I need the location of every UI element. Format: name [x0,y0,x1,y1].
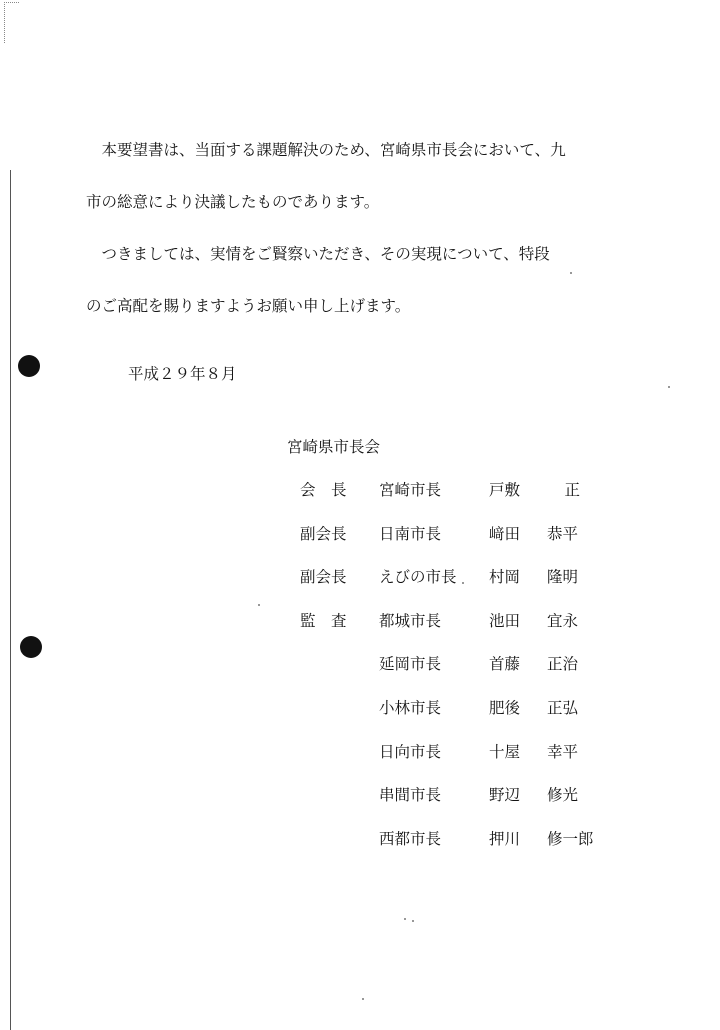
member-office: 延岡市長 [379,655,442,674]
member-office: 日南市長 [379,524,442,543]
member-office: 日向市長 [379,742,442,761]
member-surname: 戸敷 [489,481,521,499]
member-surname: 村岡 [489,568,521,587]
member-surname: 﨑田 [489,524,521,543]
member-given-name: 隆明 [547,568,579,587]
scan-margin-line [10,170,11,1030]
member-surname: 野辺 [489,786,521,805]
member-surname: 肥後 [489,698,521,717]
body-line: 市の総意により決議したものであります。 [86,193,380,211]
member-office: 都城市長 [379,611,442,630]
member-given-name: 正治 [547,655,579,674]
member-given-name: 恭平 [547,524,579,543]
scan-speck [362,998,364,1000]
member-role: 会 長 [300,481,347,499]
body-paragraph [86,228,626,332]
scan-speck [412,920,414,922]
member-surname: 十屋 [489,742,521,761]
member-given-name: 正弘 [547,698,579,717]
member-given-name: 正 [564,481,580,499]
member-given-name: 宜永 [547,611,579,630]
member-office: 西都市長 [379,829,442,848]
member-office: 宮崎市長 [379,481,442,499]
member-office: 串間市長 [379,786,442,805]
scan-speck [258,604,260,606]
document-date: 平成２９年８月 [128,365,237,383]
member-office: 小林市長 [379,698,442,717]
member-given-name: 幸平 [547,742,579,761]
body-line: のご高配を賜りますようお願い申し上げます。 [86,297,411,315]
member-role: 副会長 [300,568,347,587]
member-surname: 押川 [489,829,521,848]
member-given-name: 修一郎 [547,829,594,848]
scan-speck [404,918,406,920]
scan-speck [462,582,464,584]
member-surname: 首藤 [489,655,521,674]
association-name: 宮崎県市長会 [287,438,381,456]
member-role: 監 査 [300,611,347,630]
scan-corner-mark [4,2,19,43]
body-paragraph [86,124,626,228]
member-given-name: 修光 [547,786,579,805]
body-line: つきましては、実情をご賢察いただき、その実現について、特段 [86,245,550,263]
member-surname: 池田 [489,611,521,630]
member-role: 副会長 [300,524,347,543]
body-line: 本要望書は、当面する課題解決のため、宮崎県市長会において、九 [86,141,566,159]
punch-hole [18,355,40,377]
punch-hole [20,636,42,658]
scan-speck [668,386,670,388]
member-office: えびの市長 [379,568,457,587]
